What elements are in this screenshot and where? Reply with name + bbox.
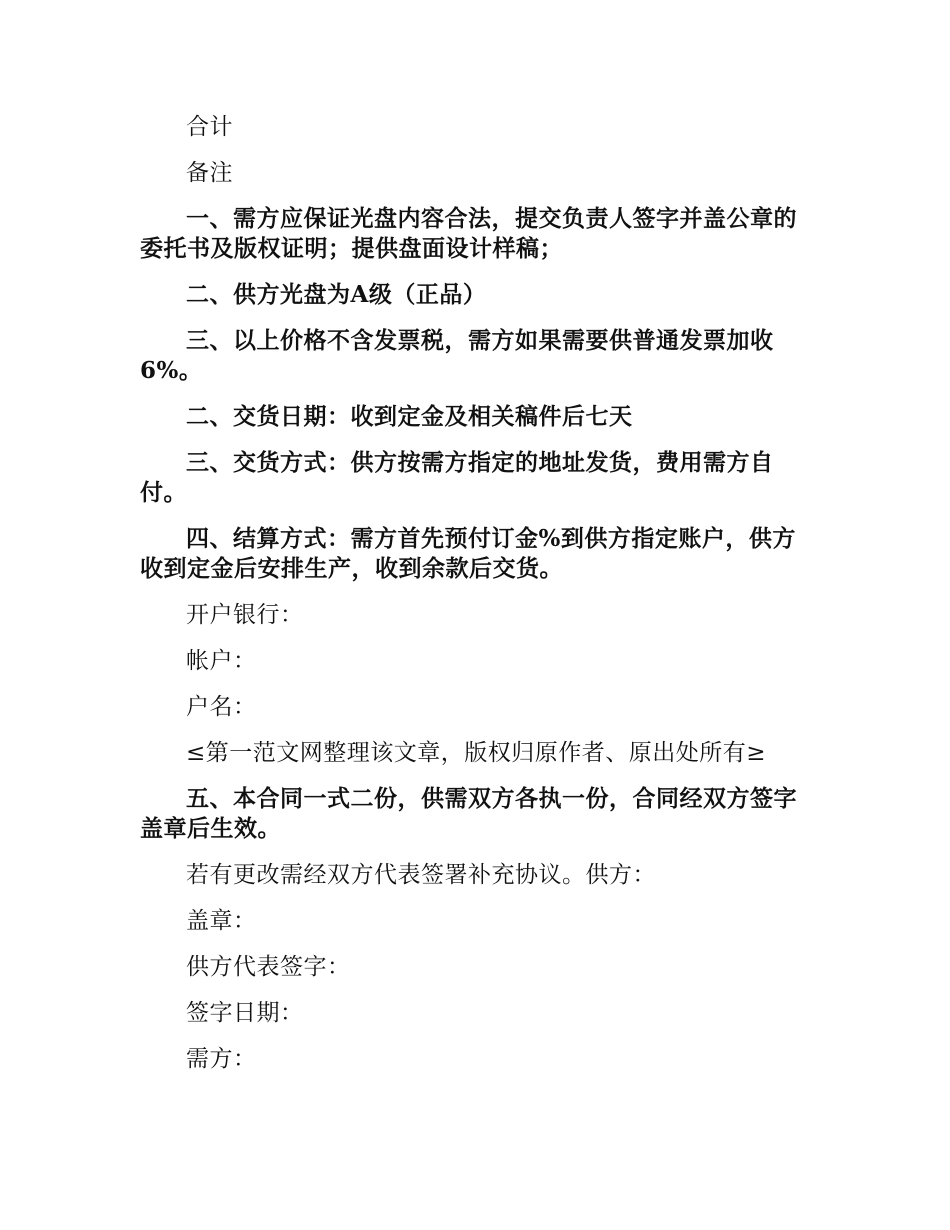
paragraph-total: 合计 <box>186 114 233 140</box>
paragraph-clause-tax: 三、以上价格不含发票税，需方如果需要供普通发票加收6%。 <box>140 327 774 384</box>
paragraph-supplier-signature: 供方代表签字： <box>186 954 351 980</box>
paragraph-clause-delivery-date: 二、交货日期：收到定金及相关稿件后七天 <box>186 403 633 430</box>
document-body <box>140 112 808 1090</box>
paragraph-buyer: 需方： <box>186 1046 257 1072</box>
paragraph-bank: 开户银行： <box>186 602 304 628</box>
paragraph-clause-copies: 五、本合同一式二份，供需双方各执一份，合同经双方签字盖章后生效。 <box>140 785 797 842</box>
paragraph-account: 帐户： <box>186 648 257 674</box>
paragraph-clause-delivery-method: 三、交货方式：供方按需方指定的地址发货，费用需方自付。 <box>140 449 774 506</box>
paragraph-remarks: 备注 <box>186 160 233 186</box>
paragraph-clause-content-legal: 一、需方应保证光盘内容合法，提交负责人签字并盖公章的委托书及版权证明；提供盘面设计样稿； <box>140 205 797 262</box>
paragraph-signature-date: 签字日期： <box>186 1000 304 1026</box>
paragraph-clause-disc-grade: 二、供方光盘为A级（正品） <box>186 281 487 308</box>
paragraph-amendment-supplier: 若有更改需经双方代表签署补充协议。供方： <box>186 862 656 888</box>
paragraph-clause-settlement: 四、结算方式：需方首先预付订金%到供方指定账户，供方收到定金后安排生产，收到余款后交货。 <box>140 525 796 582</box>
paragraph-account-name: 户名： <box>186 694 257 720</box>
paragraph-copyright-note: ≤第一范文网整理该文章，版权归原作者、原出处所有≥ <box>186 740 767 766</box>
paragraph-seal: 盖章： <box>186 908 257 934</box>
